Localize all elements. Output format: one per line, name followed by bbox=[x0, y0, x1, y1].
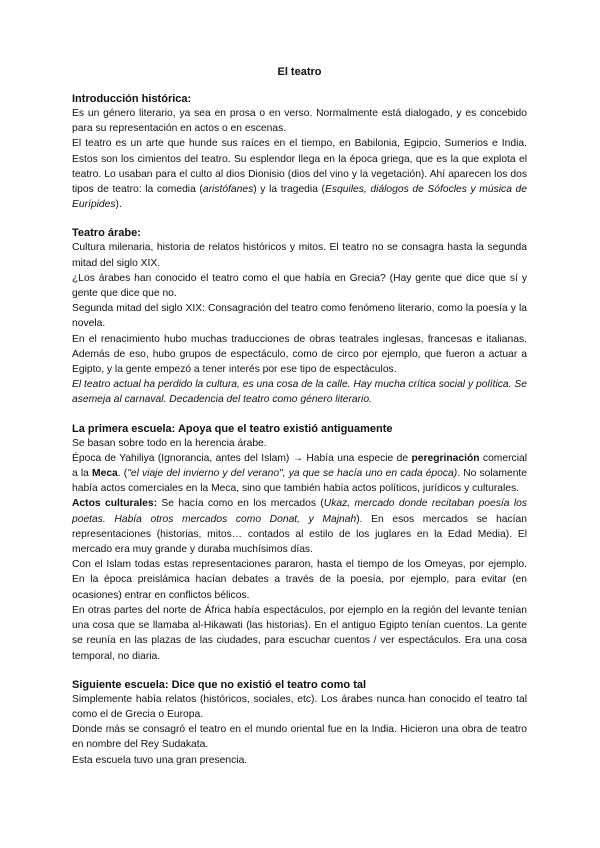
section bbox=[72, 679, 527, 768]
text-run: En otras partes del norte de África había espectáculos, por ejemplo en la región del levante tenían una cosa que se llamaba al-Hikawati (las historias). En el antiguo Egipto tenían cuentos. La gente se reunía en las plazas de las ciudades, para escuchar cuentos / ver espectáculos. Era una cosa temporal, no diaria. bbox=[72, 604, 527, 662]
section-heading: Siguiente escuela: Dice que no existió el teatro como tal bbox=[72, 678, 367, 691]
section-heading: Introducción histórica: bbox=[72, 93, 192, 105]
text-run: Se basan sobre todo en la herencia árabe. bbox=[72, 437, 267, 449]
paragraph bbox=[72, 603, 527, 664]
paragraph bbox=[72, 377, 527, 407]
paragraph bbox=[72, 106, 527, 136]
text-run: aristófanes bbox=[202, 184, 254, 196]
text-run: En el renacimiento hubo muchas traducciones de obras teatrales inglesas, francesas e italianas. Además de eso, hubo grupos de espectáculo, como de circo por ejemplo, que fueron a actuar a Egipto, y la gente empezó a tener interés por ese tipo de espectáculos. bbox=[72, 333, 527, 376]
text-run: Meca bbox=[92, 468, 118, 480]
text-run: El teatro es un arte que hunde sus raíces en el tiempo, en Babilonia, Egipcio, Sumerios e India. Estos son los cimientos del teatro. Su esplendor llega en la época griega, que es la que explota el teatro. Lo usaban para el culto al dios Dionisio (dios del vino y la vegetación). Ahí aparecen los dos tipos de teatro: la comedia ( bbox=[72, 138, 527, 196]
paragraph bbox=[72, 271, 527, 301]
text-run: El teatro actual ha perdido la cultura, es una cosa de la calle. Hay mucha crítica social y política. Se asemeja al carnaval. Decadencia del teatro como género literario. bbox=[72, 379, 527, 406]
text-run: Ukaz, mercado donde recitaban poesía los poetas. Había otros mercados como Donat, y Majnah bbox=[72, 498, 527, 525]
paragraph bbox=[72, 451, 527, 497]
paragraph bbox=[72, 692, 527, 722]
text-run: Época de Yahiliya (Ignorancia, antes del Islam) → Había una especie de bbox=[72, 452, 412, 464]
text-run: Es un género literario, ya sea en prosa o en verso. Normalmente está dialogado, y es concebido para su representación en actos o en escenas. bbox=[72, 108, 527, 135]
paragraph bbox=[72, 332, 527, 378]
text-run: Con el Islam todas estas representaciones pararon, hasta el tiempo de los Omeyas, por ejemplo. En la época preislámica hacían debates a través de la poesía, por ejemplo, para evitar (en ocasiones) entrar en conflictos bélicos. bbox=[72, 559, 527, 601]
text-run: Actos culturales: bbox=[72, 498, 158, 510]
section bbox=[72, 93, 527, 212]
text-run: Esquiles, diálogos de Sófocles y música de Eurípides bbox=[72, 184, 527, 211]
text-run: Simplemente había relatos (históricos, sociales, etc). Los árabes nunca han conocido el teatro tal como el de Grecia o Europa. bbox=[72, 693, 527, 720]
section bbox=[72, 227, 527, 407]
section-heading: Teatro árabe: bbox=[72, 227, 141, 240]
text-run: . ( bbox=[117, 468, 128, 480]
paragraph bbox=[72, 496, 527, 557]
paragraph bbox=[72, 753, 527, 768]
section-heading: La primera escuela: Apoya que el teatro existió antiguamente bbox=[72, 422, 393, 435]
text-run: Segunda mitad del siglo XIX: Consagración del teatro como fenómeno literario, como la poesía y la novela. bbox=[72, 303, 527, 330]
paragraph bbox=[72, 240, 527, 270]
text-run: comercial a la bbox=[72, 452, 527, 480]
section bbox=[72, 423, 527, 664]
text-run: ) y la tragedia ( bbox=[253, 184, 325, 196]
paragraph bbox=[72, 136, 527, 212]
paragraph bbox=[72, 436, 527, 451]
document-body bbox=[72, 93, 527, 768]
page-title: El teatro bbox=[277, 66, 322, 78]
text-run: Esta escuela tuvo una gran presencia. bbox=[72, 754, 248, 766]
text-run: Donde más se consagró el teatro en el mundo oriental fue en la India. Hicieron una obra de teatro en nombre del Rey Sudakata. bbox=[72, 724, 527, 751]
paragraph bbox=[72, 557, 527, 603]
text-run: Se hacía como en los mercados ( bbox=[157, 498, 324, 510]
paragraph bbox=[72, 722, 527, 752]
text-run: ). bbox=[115, 199, 122, 211]
text-run: . No solamente había actos comerciales en la Meca, sino que también había actos políticos, jurídicos y culturales. bbox=[72, 468, 528, 495]
paragraph bbox=[72, 301, 527, 331]
text-run: ¿Los árabes han conocido el teatro como el que había en Grecia? (Hay gente que dice que sí y gente que dice que no. bbox=[72, 272, 527, 300]
text-run: "el viaje del invierno y del verano", ya que se hacía uno en cada época) bbox=[127, 468, 458, 480]
text-run: peregrinación bbox=[411, 452, 480, 464]
document-page bbox=[72, 66, 527, 783]
text-run: ). En esos mercados se hacían representaciones (historias, mitos… contados al estilo de los juglares en la Edad Media). El mercado era muy grande y duraba muchísimos días. bbox=[72, 513, 527, 556]
text-run: Cultura milenaria, historia de relatos históricos y mitos. El teatro no se consagra hasta la segunda mitad del siglo XIX. bbox=[72, 242, 527, 269]
